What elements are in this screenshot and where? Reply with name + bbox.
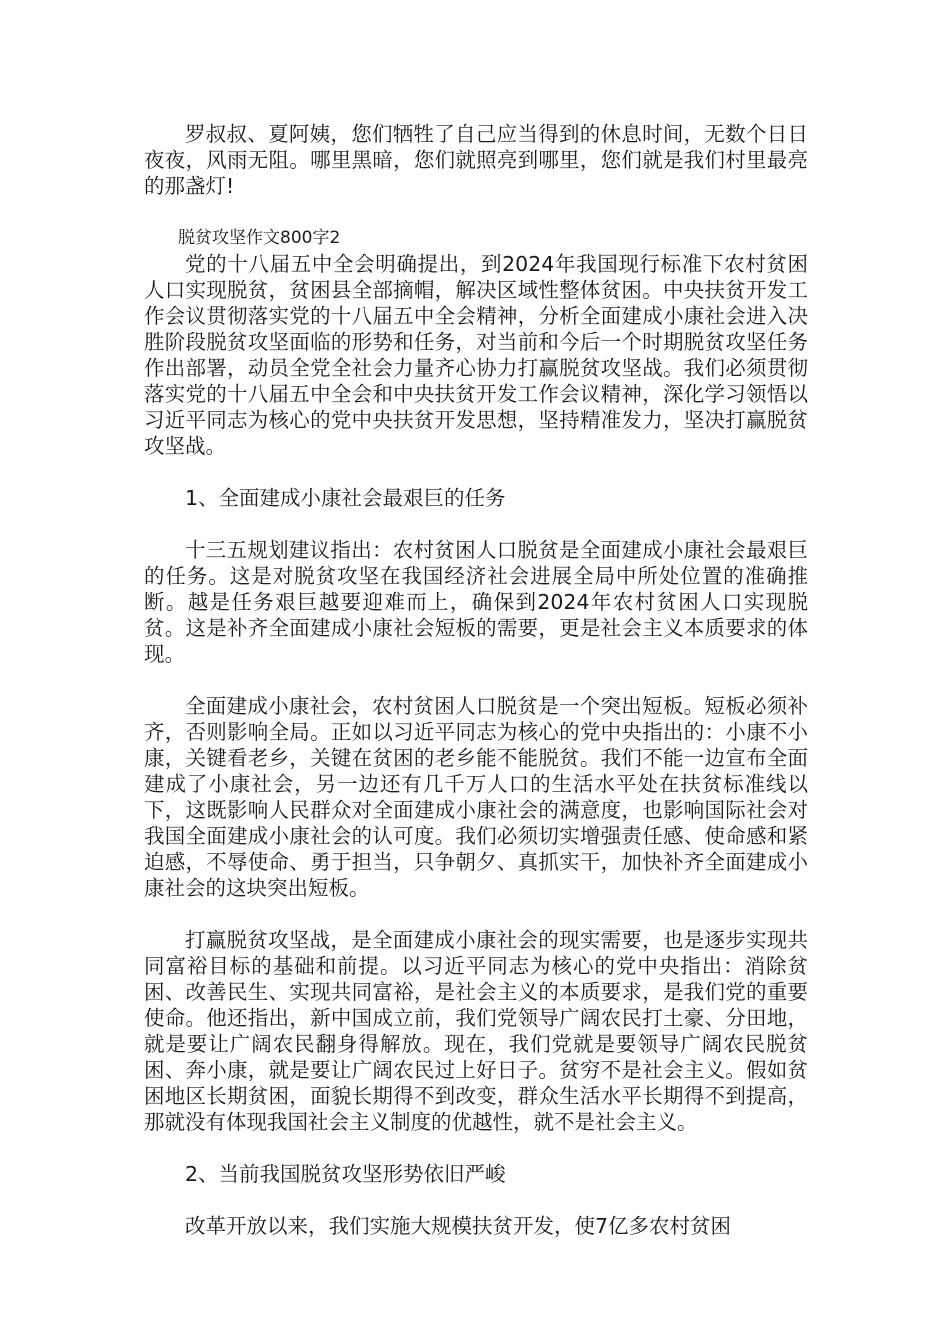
paragraph-lamp: 罗叔叔、夏阿姨，您们牺牲了自己应当得到的休息时间，无数个日日夜夜，风雨无阻。哪里黑暗，您们就照亮到哪里，您们就是我们村里最亮的那盏灯! xyxy=(144,122,808,198)
paragraph-section2-a: 改革开放以来，我们实施大规模扶贫开发，使7亿多农村贫困 xyxy=(185,1214,732,1238)
paragraph-section1-b: 全面建成小康社会，农村贫困人口脱贫是一个突出短板。短板必须补齐，否则影响全局。正如以习近平同志为核心的党中央指出的：小康不小康，关键看老乡，关键在贫困的老乡能不能脱贫。我们不能一边宣布全面建成了小康社会，另一边还有几千万人口的生活水平处在扶贫标准线以下，这既影响人民群众对全面建成小康社会的满意度，也影响国际社会对我国全面建成小康社会的认可度。我们必须切实增强责任感、使命感和紧迫感，不辱使命、勇于担当，只争朝夕、真抓实干，加快补齐全面建成小康社会的这块突出短板。 xyxy=(144,694,808,900)
section-heading-2: 2、当前我国脱贫攻坚形势依旧严峻 xyxy=(185,1162,506,1186)
essay-title: 脱贫攻坚作文800字2 xyxy=(178,228,341,248)
paragraph-intro: 党的十八届五中全会明确提出，到2024年我国现行标准下农村贫困人口实现脱贫，贫困县全部摘帽，解决区域性整体贫困。中央扶贫开发工作会议贯彻落实党的十八届五中全会精神，分析全面建成小康社会进入决胜阶段脱贫攻坚面临的形势和任务，对当前和今后一个时期脱贫攻坚任务作出部署，动员全党全社会力量齐心协力打赢脱贫攻坚战。我们必须贯彻落实党的十八届五中全会和中央扶贫开发工作会议精神，深化学习领悟以习近平同志为核心的党中央扶贫开发思想，坚持精准发力，坚决打赢脱贫攻坚战。 xyxy=(144,252,808,458)
paragraph-section1-a: 十三五规划建议指出：农村贫困人口脱贫是全面建成小康社会最艰巨的任务。这是对脱贫攻坚在我国经济社会进展全局中所处位置的准确推断。越是任务艰巨越要迎难而上，确保到2024年农村贫困人口实现脱贫。这是补齐全面建成小康社会短板的需要，更是社会主义本质要求的体现。 xyxy=(144,538,808,666)
paragraph-section1-c: 打赢脱贫攻坚战，是全面建成小康社会的现实需要，也是逐步实现共同富裕目标的基础和前提。以习近平同志为核心的党中央指出：消除贫困、改善民生、实现共同富裕，是社会主义的本质要求，是我们党的重要使命。他还指出，新中国成立前，我们党领导广阔农民打土豪、分田地，就是要让广阔农民翻身得解放。现在，我们党就是要领导广阔农民脱贫困、奔小康，就是要让广阔农民过上好日子。贫穷不是社会主义。假如贫困地区长期贫困，面貌长期得不到改变，群众生活水平长期得不到提高，那就没有体现我国社会主义制度的优越性，就不是社会主义。 xyxy=(144,928,808,1134)
section-heading-1: 1、全面建成小康社会最艰巨的任务 xyxy=(185,486,506,510)
document-body xyxy=(144,121,808,1239)
